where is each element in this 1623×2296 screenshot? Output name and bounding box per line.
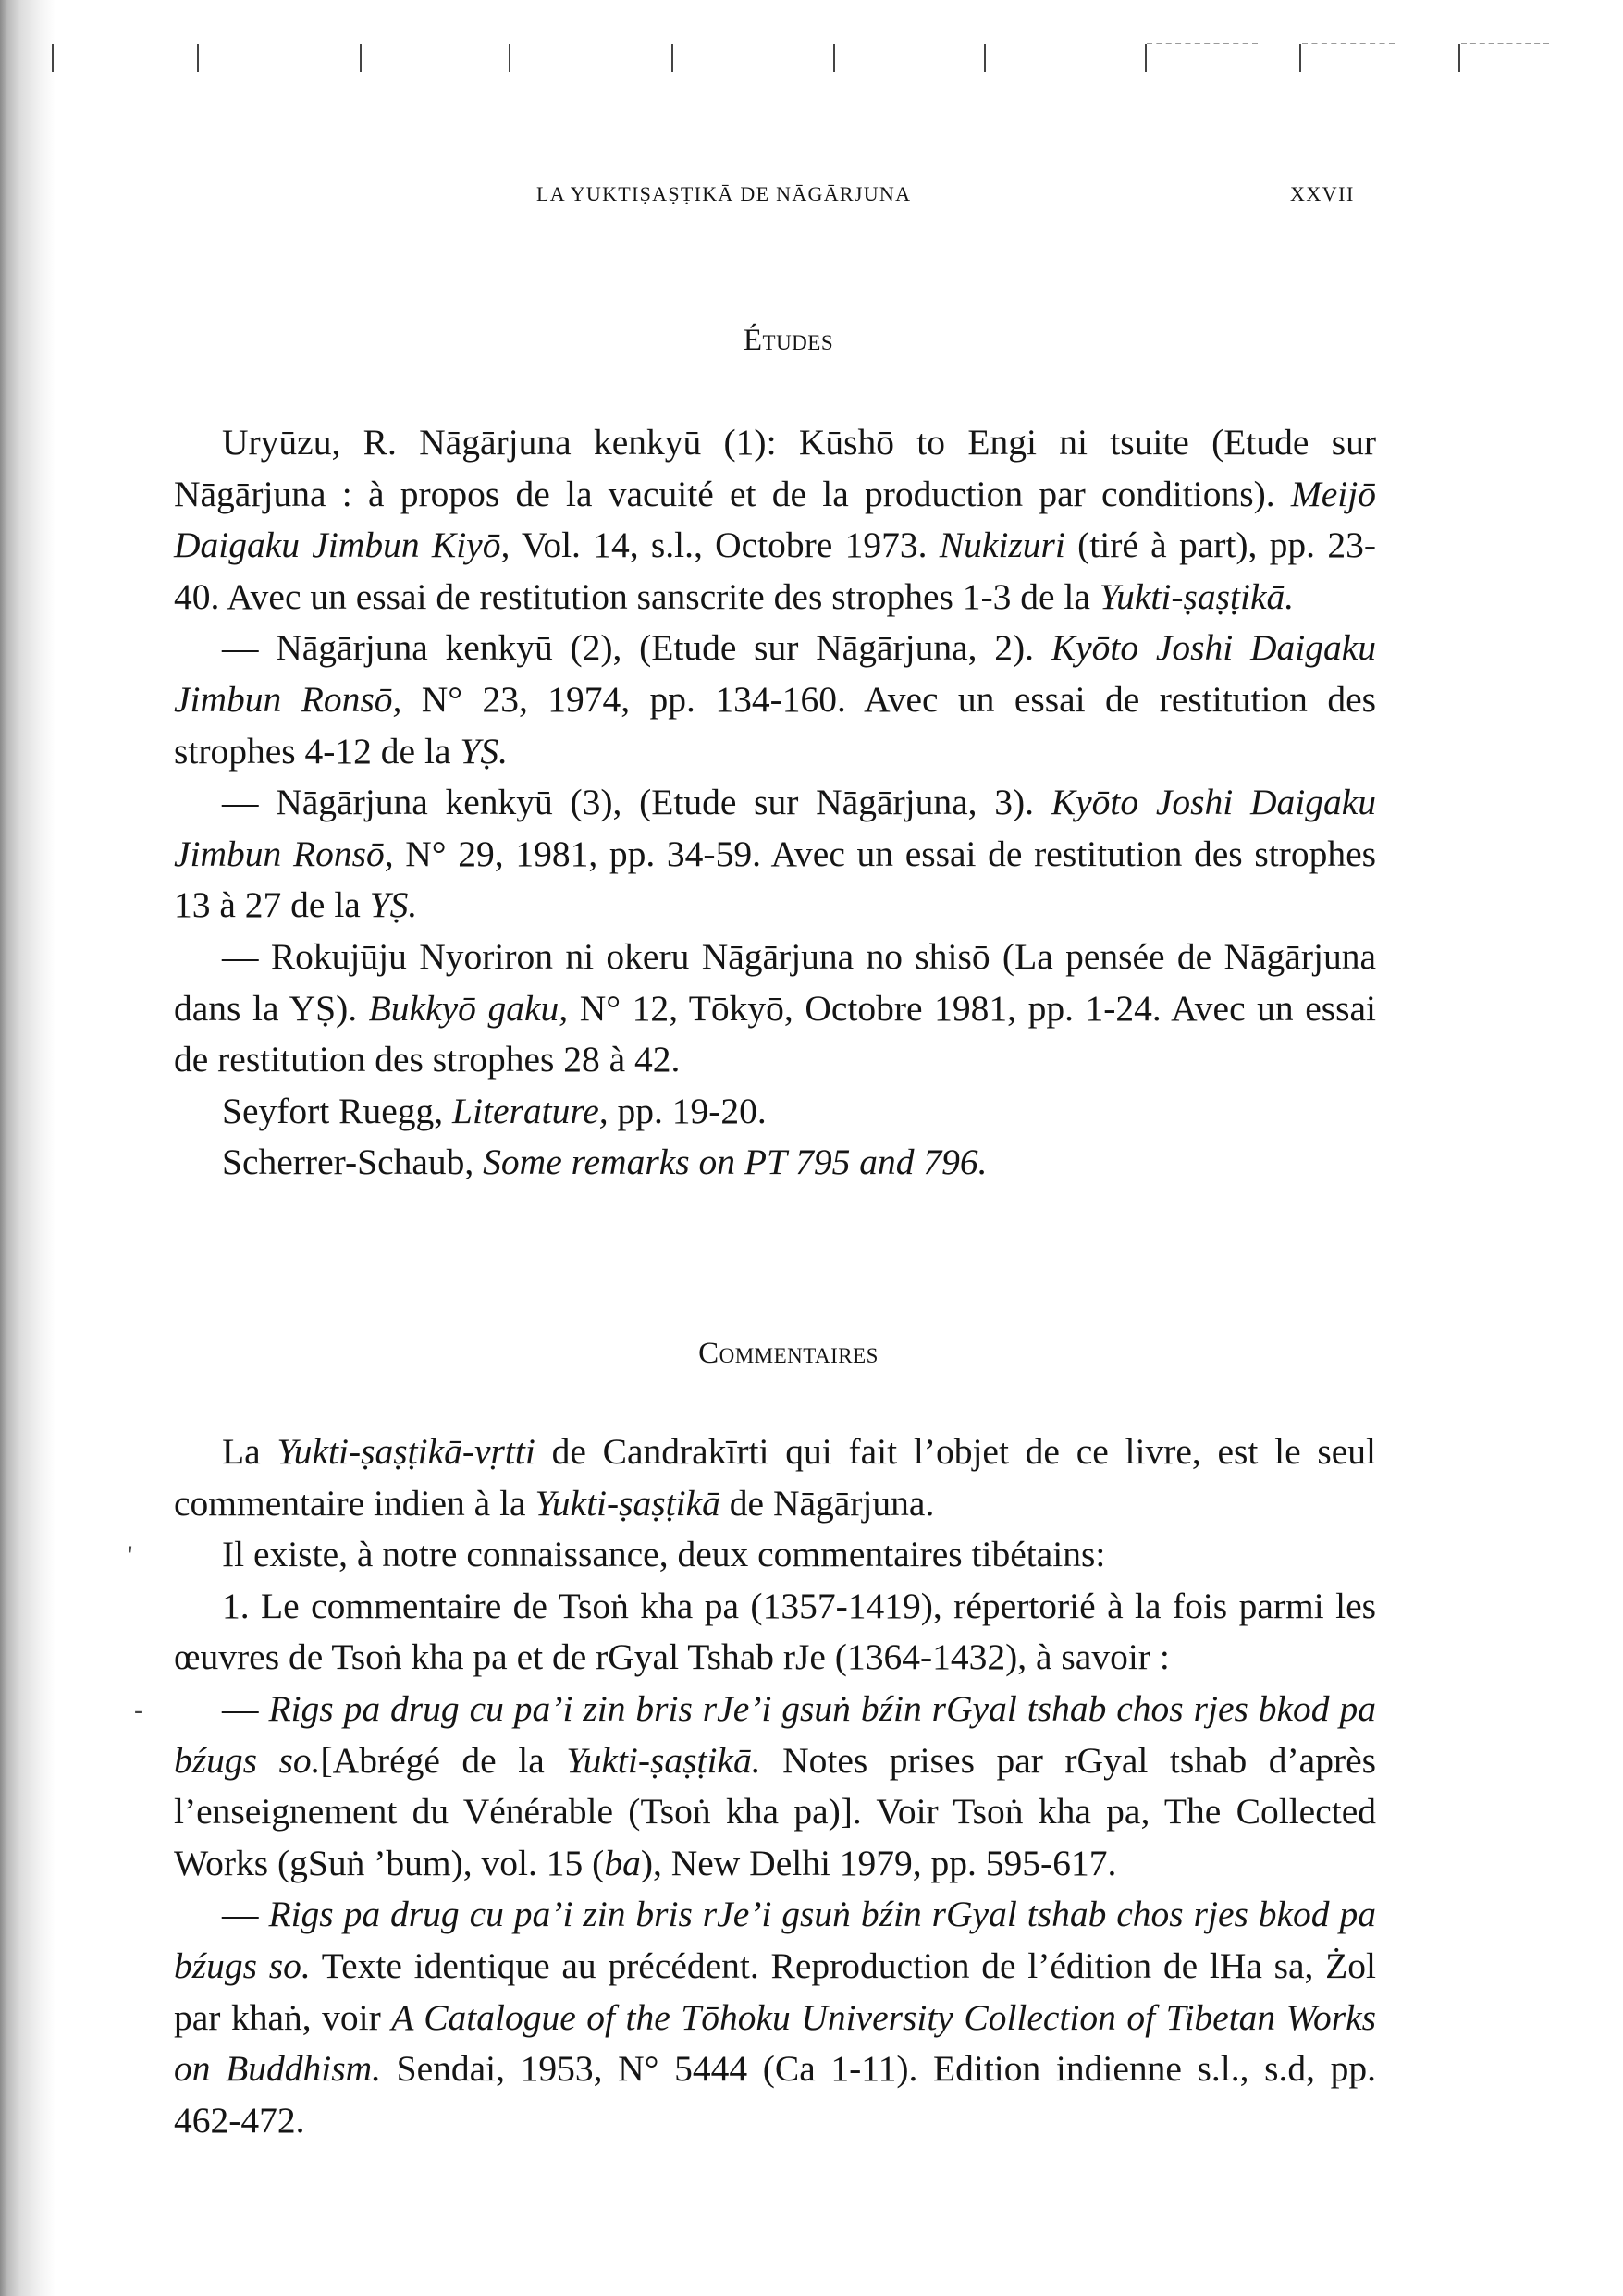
bibliography-entry: [174, 1137, 1376, 1189]
text-run: Vol. 14, s.l., Octobre 1973.: [510, 525, 940, 566]
commentary-paragraph: [174, 1581, 1376, 1684]
text-run: pp. 19-20.: [608, 1090, 767, 1131]
section-title-commentaires: Commentaires: [698, 1337, 879, 1370]
scan-binding-shadow: [0, 0, 55, 2296]
text-run: ), New Delhi 1979, pp. 595-617.: [640, 1842, 1117, 1883]
text-run: N° 23, 1974, pp. 134-160. Avec un essai de restitution des strophes 4-12 de la: [174, 678, 1376, 772]
italic-title-run: Meijō Daigaku Jimbun Kiyō,: [174, 473, 1376, 566]
scan-tab-mark: [197, 44, 199, 72]
italic-title-run: YṢ.: [460, 730, 508, 772]
bibliography-entry: [174, 417, 1376, 623]
italic-title-run: Rigs pa drug cu pa’i zin bris rJe’i gsuṅ bźin rGyal tshab chos rjes bkod pa bźugs so.: [174, 1687, 1376, 1781]
scan-tab-mark: [360, 44, 362, 72]
text-run: N° 12, Tōkyō, Octobre 1981, pp. 1-24. Avec un essai de restitution des strophes 28 à 42.: [174, 987, 1377, 1080]
text-run: (tiré à part), pp. 23-40. Avec un essai de restitution sanscrite des strophes 1-3 de la: [174, 525, 1376, 617]
scan-tab-mark: [833, 44, 835, 72]
text-run: [Abrégé de la: [320, 1739, 567, 1781]
scan-tab-mark: [509, 44, 510, 72]
text-run: N° 29, 1981, pp. 34-59. Avec un essai de restitution des strophes 13 à 27 de la: [174, 833, 1376, 926]
text-run: Uryūzu, R. Nāgārjuna kenkyū (1): Kūshō to Engi ni tsuite (Etude sur Nāgārjuna : à propos de la vacuité et de la production par conditions).: [174, 422, 1376, 514]
text-run: — Nāgārjuna kenkyū (2), (Etude sur Nāgārjuna, 2).: [222, 627, 1051, 669]
scan-tab-mark: [1299, 44, 1301, 72]
text-run: La: [222, 1431, 277, 1472]
scan-edge-mark: [1147, 43, 1258, 57]
bibliography-entry: [174, 777, 1376, 932]
italic-title-run: Literature,: [452, 1090, 609, 1131]
text-run: Texte identique au précédent. Reproduction de l’édition de lHa sa, Żol par khaṅ, voir: [174, 1944, 1376, 2038]
text-run: —: [222, 1687, 269, 1729]
text-run: — Rokujūju Nyoriron ni okeru Nāgārjuna no shisō (La pensée de Nāgārjuna dans la YṢ).: [174, 935, 1376, 1029]
bibliography-entry: [174, 932, 1376, 1086]
italic-title-run: Kyōto Joshi Daigaku Jimbun Ronsō,: [174, 627, 1377, 720]
italic-title-run: Kyōto Joshi Daigaku Jimbun Ronsō,: [174, 782, 1377, 874]
bibliography-entry: [174, 623, 1376, 777]
scan-tab-mark: [52, 44, 54, 72]
text-run: Scherrer-Schaub,: [222, 1142, 484, 1183]
italic-title-run: Nukizuri: [939, 525, 1065, 566]
scan-tab-mark: [671, 44, 673, 72]
text-run: Il existe, à notre connaissance, deux commentaires tibétains:: [222, 1534, 1106, 1575]
etudes-entries: [174, 417, 1376, 1189]
text-run: de Candrakīrti qui fait l’objet de ce livre, est le seul commentaire indien à la: [174, 1431, 1376, 1524]
scan-edge-mark: [1461, 43, 1549, 57]
italic-title-run: Yukti-ṣaṣṭikā.: [1099, 575, 1295, 617]
scan-tab-mark: [1458, 44, 1460, 72]
italic-title-run: ba: [604, 1842, 641, 1883]
italic-title-run: Some remarks on PT 795 and 796.: [483, 1142, 988, 1183]
bibliography-entry: [174, 1086, 1376, 1138]
italic-title-run: A Catalogue of the Tōhoku University Collection of Tibetan Works on Buddhism.: [174, 1996, 1376, 2090]
commentaires-paragraphs: [174, 1426, 1376, 2146]
italic-title-run: Yukti-ṣaṣṭikā: [535, 1482, 720, 1524]
section-title-etudes: Études: [743, 324, 834, 357]
commentary-paragraph: [174, 1529, 1376, 1581]
text-run: Sendai, 1953, N° 5444 (Ca 1-11). Edition indienne s.l., s.d, pp. 462-472.: [174, 2048, 1377, 2141]
italic-title-run: Rigs pa drug cu pa’i zin bris rJe’i gsuṅ bźin rGyal tshab chos rjes bkod pa bźugs so.: [174, 1894, 1376, 1986]
text-run: 1. Le commentaire de Tsoṅ kha pa (1357-1419), répertorié à la fois parmi les œuvres de Tsoṅ kha pa et de rGyal Tshab rJe (1364-1432), à savoir :: [174, 1585, 1376, 1678]
scan-tab-mark: [984, 44, 986, 72]
commentary-paragraph: [174, 1684, 1376, 1889]
text-run: —: [222, 1894, 269, 1935]
italic-title-run: YṢ.: [369, 884, 418, 926]
margin-pencil-mark: ': [128, 1540, 133, 1571]
text-run: Seyfort Ruegg,: [222, 1090, 453, 1131]
text-run: Notes prises par rGyal tshab d’après l’enseignement du Vénérable (Tsoṅ kha pa)]. Voir Tsoṅ kha pa, The Collected Works (gSuṅ ’bum), vol. 15 (: [174, 1739, 1376, 1883]
italic-title-run: Bukkyō gaku,: [368, 987, 569, 1029]
italic-title-run: Yukti-ṣaṣṭikā.: [566, 1739, 761, 1781]
running-title: LA YUKTIṢAṢṬIKĀ DE NĀGĀRJUNA: [536, 182, 912, 205]
text-run: de Nāgārjuna.: [719, 1482, 935, 1524]
commentary-paragraph: [174, 1426, 1376, 1529]
margin-pencil-mark: -: [134, 1695, 143, 1725]
page-number: XXVII: [1290, 182, 1355, 205]
commentary-paragraph: [174, 1889, 1376, 2146]
scan-edge-mark: [1302, 43, 1395, 57]
text-run: — Nāgārjuna kenkyū (3), (Etude sur Nāgārjuna, 3).: [222, 782, 1051, 823]
italic-title-run: Yukti-ṣaṣṭikā-vṛtti: [277, 1431, 535, 1472]
